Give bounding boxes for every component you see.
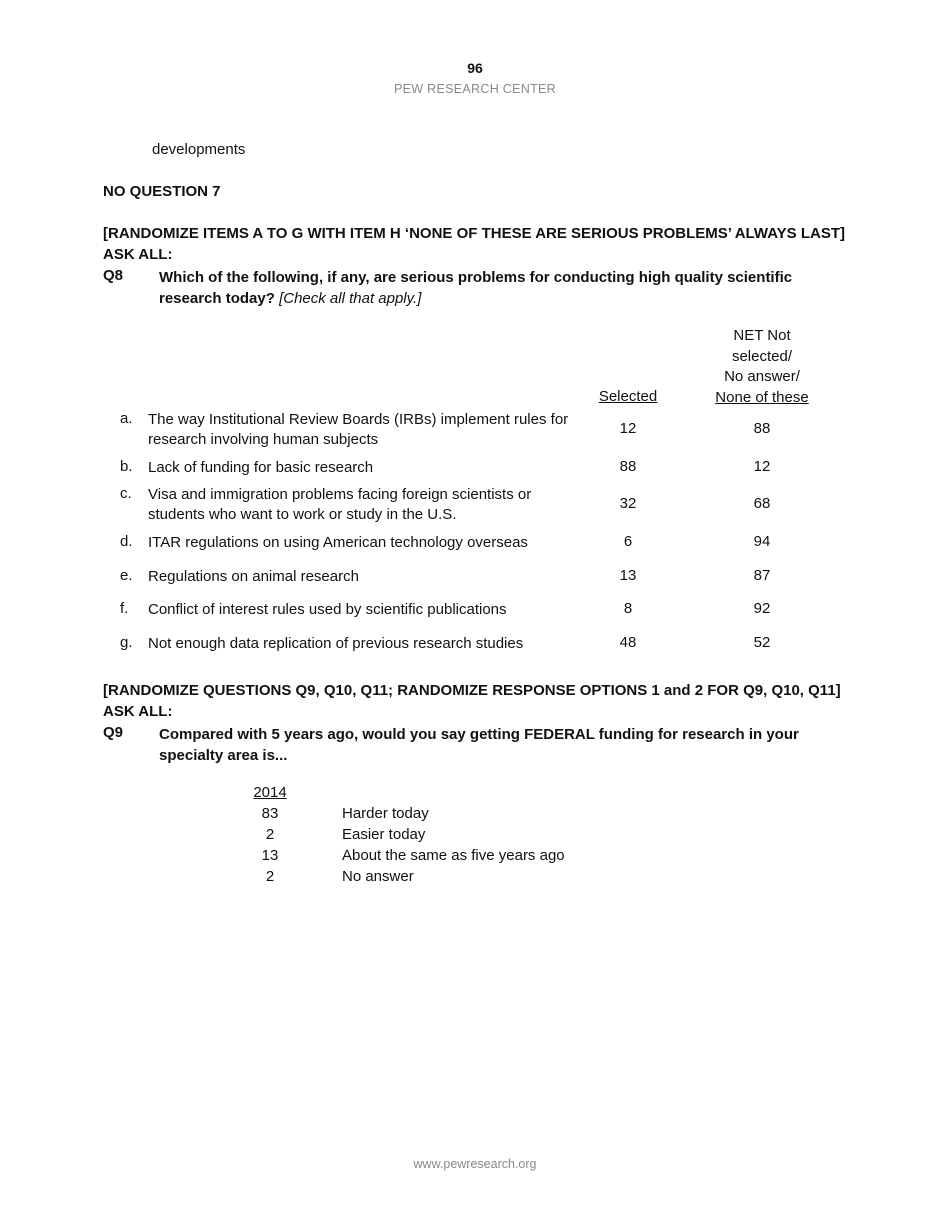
q9-response-value: 2 — [265, 868, 275, 885]
row-net-value: 87 — [753, 567, 771, 584]
no-question-7: NO QUESTION 7 — [103, 183, 221, 200]
q9-year-header: 2014 — [253, 784, 287, 801]
q8-ask-all: ASK ALL: — [103, 246, 173, 263]
row-selected-value: 48 — [619, 634, 637, 651]
row-text: ITAR regulations on using American technology overseas — [148, 534, 528, 551]
row-text: Visa and immigration problems facing foreign scientists or students who want to work or study in the U.S. — [148, 486, 532, 523]
q9-question: Compared with 5 years ago, would you say getting FEDERAL funding for research in your specialty area is... — [159, 726, 799, 764]
q8-question-instruction: [Check all that apply.] — [279, 290, 422, 307]
row-letter: c. — [120, 485, 132, 502]
row-text: Lack of funding for basic research — [148, 459, 374, 476]
row-text: Not enough data replication of previous research studies — [148, 635, 524, 652]
selected-column-header: Selected — [598, 388, 658, 405]
row-letter: d. — [120, 533, 133, 550]
row-text: The way Institutional Review Boards (IRBs) implement rules for research involving human subjects — [148, 411, 569, 448]
q9-randomize-instruction: [RANDOMIZE QUESTIONS Q9, Q10, Q11; RANDOMIZE RESPONSE OPTIONS 1 and 2 FOR Q9, Q10, Q11] — [103, 682, 841, 699]
q8-number: Q8 — [103, 267, 124, 284]
q9-response-value: 83 — [261, 805, 279, 822]
row-letter: a. — [120, 410, 133, 427]
q9-response-label: Easier today — [342, 826, 426, 843]
q9-response-value: 2 — [265, 826, 275, 843]
q9-response-label: About the same as five years ago — [342, 847, 565, 864]
organization-name: PEW RESEARCH CENTER — [394, 82, 556, 96]
row-selected-value: 8 — [623, 600, 633, 617]
continuation-text: developments — [152, 141, 246, 158]
row-letter: g. — [120, 634, 133, 651]
row-net-value: 52 — [753, 634, 771, 651]
row-selected-value: 12 — [619, 420, 637, 437]
net-column-header — [702, 326, 822, 408]
row-selected-value: 88 — [619, 458, 637, 475]
row-net-value: 12 — [753, 458, 771, 475]
q8-randomize-instruction: [RANDOMIZE ITEMS A TO G WITH ITEM H ‘NONE OF THESE ARE SERIOUS PROBLEMS’ ALWAYS LAST] — [103, 225, 845, 242]
row-letter: b. — [120, 458, 133, 475]
row-selected-value: 32 — [619, 495, 637, 512]
page-number: 96 — [467, 60, 483, 76]
row-text: Regulations on animal research — [148, 568, 359, 585]
q9-response-value: 13 — [261, 847, 279, 864]
net-header-line: No answer/ — [724, 368, 800, 385]
q9-number: Q9 — [103, 724, 124, 741]
row-net-value: 92 — [753, 600, 771, 617]
net-header-line: selected/ — [731, 347, 793, 365]
row-net-value: 68 — [753, 495, 771, 512]
q8-question-text: Which of the following, if any, are serious problems for conducting high quality scientific research today? — [159, 269, 793, 307]
q8-question — [159, 267, 819, 309]
row-text: Conflict of interest rules used by scientific publications — [148, 601, 507, 618]
net-header-line: None of these — [715, 388, 809, 406]
row-net-value: 94 — [753, 533, 771, 550]
q9-response-label: Harder today — [342, 805, 429, 822]
row-selected-value: 13 — [619, 567, 637, 584]
row-letter: e. — [120, 567, 133, 584]
row-letter: f. — [120, 600, 129, 617]
row-selected-value: 6 — [623, 533, 633, 550]
net-header-line: NET Not — [733, 327, 791, 344]
row-net-value: 88 — [753, 420, 771, 437]
q9-ask-all: ASK ALL: — [103, 703, 173, 720]
q9-response-label: No answer — [342, 868, 414, 885]
footer-url[interactable]: www.pewresearch.org — [413, 1157, 537, 1171]
